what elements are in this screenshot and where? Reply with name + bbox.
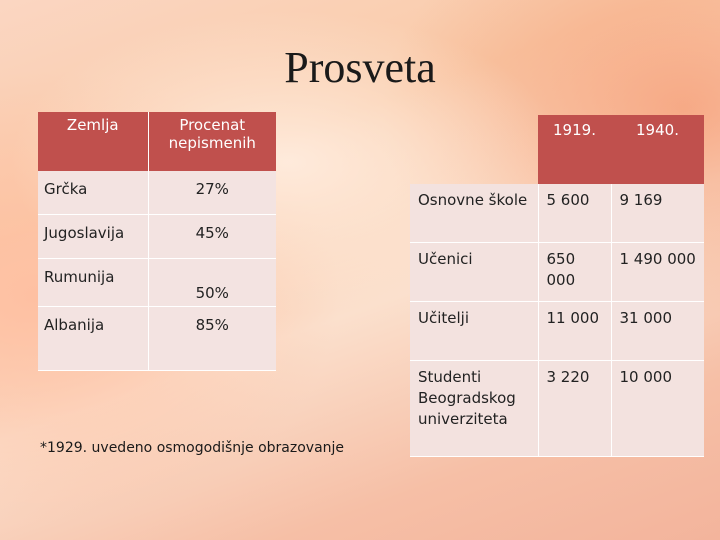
header-empty bbox=[410, 115, 538, 184]
country-cell: Rumunija bbox=[38, 259, 148, 307]
table-row bbox=[38, 259, 276, 307]
table-row bbox=[410, 243, 704, 302]
education-table bbox=[410, 115, 704, 457]
country-cell: Albanija bbox=[38, 307, 148, 371]
percent-cell: 85% bbox=[148, 307, 276, 371]
value-1940-cell: 9 169 bbox=[611, 184, 704, 243]
label-cell: Osnovne škole bbox=[410, 184, 538, 243]
value-1919-cell: 3 220 bbox=[538, 361, 611, 457]
header-country: Zemlja bbox=[38, 112, 148, 171]
header-percent: Procenat nepismenih bbox=[148, 112, 276, 171]
value-1919-cell: 5 600 bbox=[538, 184, 611, 243]
value-1940-cell: 10 000 bbox=[611, 361, 704, 457]
value-1919-cell: 11 000 bbox=[538, 302, 611, 361]
table-header-row bbox=[38, 112, 276, 171]
percent-cell: 50% bbox=[148, 259, 276, 307]
table-header-row bbox=[410, 115, 704, 184]
footnote: *1929. uvedeno osmogodišnje obrazovanje bbox=[40, 440, 345, 456]
table-row bbox=[410, 184, 704, 243]
header-year-1940: 1940. bbox=[611, 115, 704, 184]
percent-cell: 45% bbox=[148, 215, 276, 259]
label-cell: Učitelji bbox=[410, 302, 538, 361]
value-1940-cell: 31 000 bbox=[611, 302, 704, 361]
label-cell: Studenti Beogradskog univerziteta bbox=[410, 361, 538, 457]
value-1940-cell: 1 490 000 bbox=[611, 243, 704, 302]
label-cell: Učenici bbox=[410, 243, 538, 302]
country-cell: Jugoslavija bbox=[38, 215, 148, 259]
illiteracy-table bbox=[38, 112, 276, 371]
slide-title: Prosveta bbox=[284, 43, 436, 92]
percent-cell: 27% bbox=[148, 171, 276, 215]
table-row bbox=[38, 307, 276, 371]
table-row bbox=[38, 215, 276, 259]
country-cell: Grčka bbox=[38, 171, 148, 215]
table-row bbox=[410, 361, 704, 457]
header-year-1919: 1919. bbox=[538, 115, 611, 184]
table-row bbox=[410, 302, 704, 361]
table-row bbox=[38, 171, 276, 215]
value-1919-cell: 650 000 bbox=[538, 243, 611, 302]
